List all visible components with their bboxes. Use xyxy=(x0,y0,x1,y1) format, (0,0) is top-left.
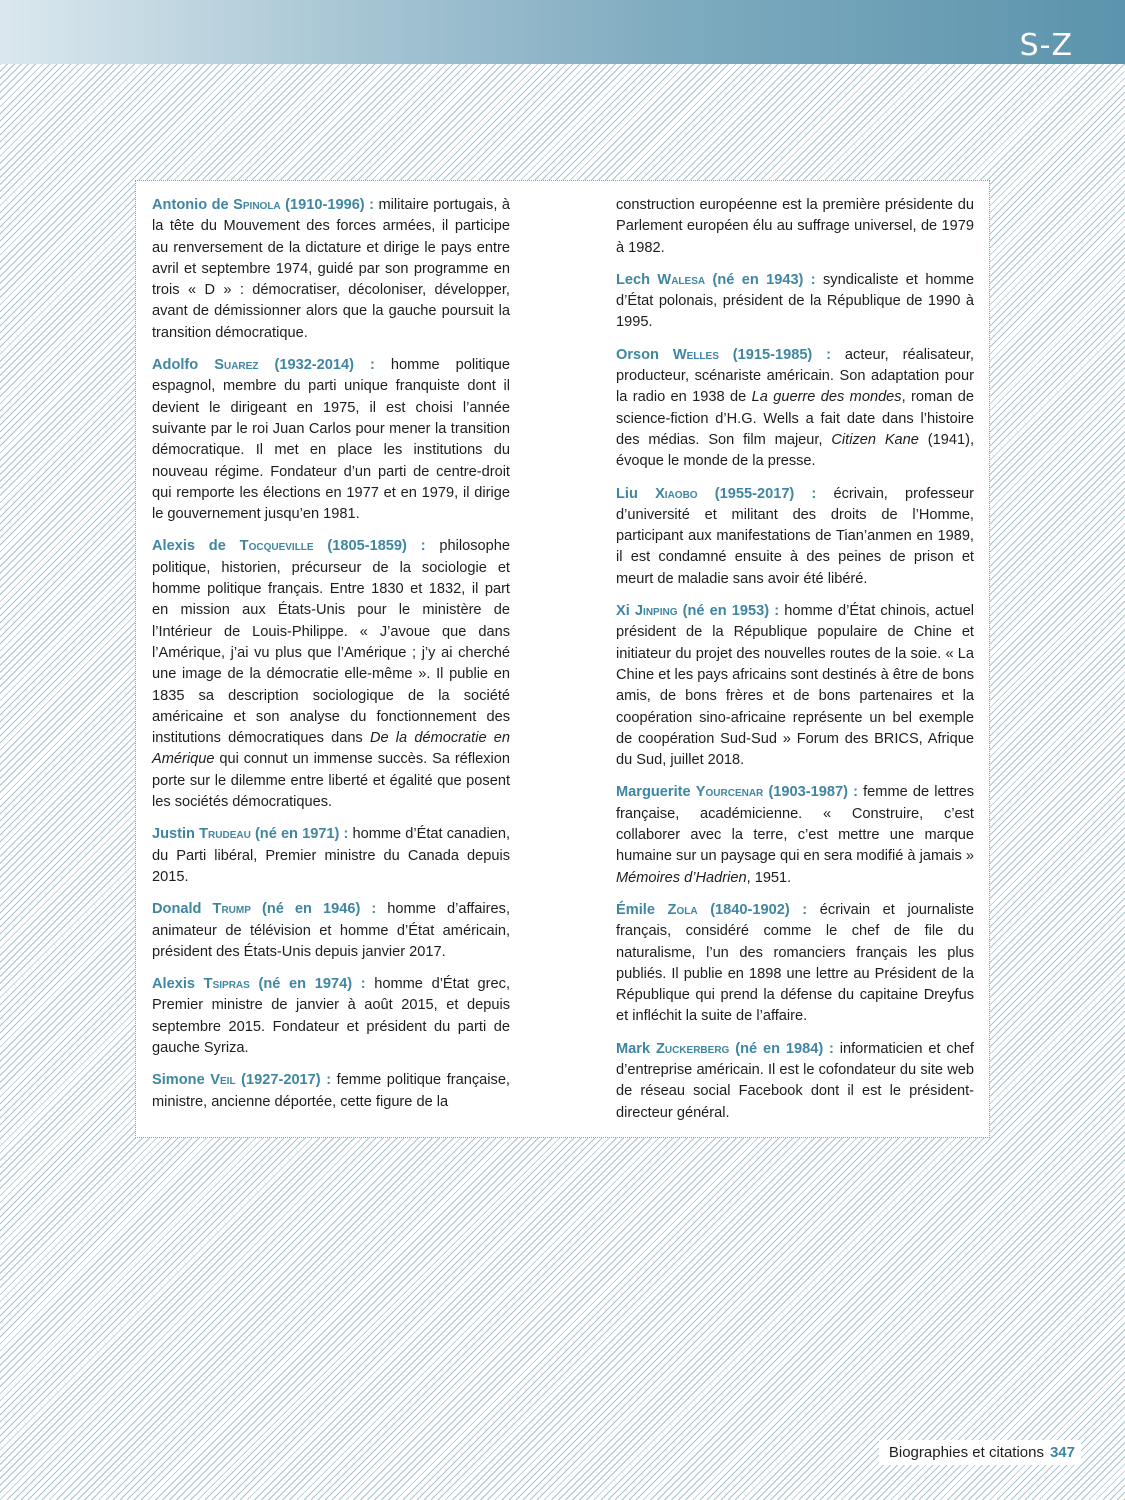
surname: Walesa xyxy=(657,271,706,288)
person-name xyxy=(616,1041,834,1057)
biography-text: homme d’État grec, Premier ministre de janvier à août 2015, et depuis septembre 2015. Fondateur et président du parti de gauche Syriza. xyxy=(152,976,510,1056)
person-name xyxy=(152,901,376,917)
first-name: Adolfo xyxy=(152,357,199,374)
biography-entry-tocqueville xyxy=(152,536,510,813)
biography-entry-zuckerberg xyxy=(616,1039,974,1124)
biography-text: syndicaliste et homme d’État polonais, président de la République de 1990 à 1995. xyxy=(616,271,974,331)
surname: Veil xyxy=(210,1072,236,1089)
life-dates: (1805-1859) : xyxy=(327,538,426,555)
biography-text: acteur, réalisateur, producteur, scénariste américain. Son adaptation pour la radio en 1938 de xyxy=(616,346,974,406)
biography-text: femme de lettres française, académicienne. « Construire, c’est collaborer avec la terre, c’est mettre une marque humaine sur un paysage qui en sera modifié à jamais » xyxy=(616,784,974,865)
first-name: Alexis de xyxy=(152,538,226,555)
biography-entry-walesa xyxy=(616,270,974,334)
biography-text: , 1951. xyxy=(746,869,792,886)
life-dates: (né en 1946) : xyxy=(261,901,377,918)
first-name: Émile xyxy=(616,901,655,918)
biography-text: qui connut un immense succès. Sa réflexion porte sur le dilemme entre liberté et égalité que posent les sociétés démocratiques. xyxy=(152,751,510,811)
life-dates: (1955-2017) : xyxy=(714,485,817,502)
biography-text: homme d’État canadien, du Parti libéral, Premier ministre du Canada depuis 2015. xyxy=(152,826,511,885)
life-dates: (né en 1943) : xyxy=(712,271,816,288)
person-name xyxy=(152,197,374,213)
life-dates: (1840-1902) : xyxy=(710,901,808,918)
person-name xyxy=(616,603,779,619)
biography-text: femme politique française, ministre, ancienne déportée, cette figure de la xyxy=(152,1072,510,1110)
life-dates: (1915-1985) : xyxy=(732,346,832,363)
biography-text: informaticien et chef d’entreprise américain. Il est le cofondateur du site web de réseau social Facebook dont il est le président-directeur général. xyxy=(616,1040,974,1121)
surname: Tsipras xyxy=(203,976,250,993)
biography-text: (1941), évoque le monde de la presse. xyxy=(616,431,975,470)
biography-text: homme politique espagnol, membre du parti unique franquiste dont il devient le dirigeant en 1975, il est choisi l’année suivante par le roi Juan Carlos pour mener la transition démocratique. Il met en place les institutions du nouveau régime. Fondateur d’un parti de centre-droit qui remporte les élections en 1977 et en 1979, il dirige le gouvernement jusqu’en 1981. xyxy=(152,357,510,523)
first-name: Mark xyxy=(616,1040,651,1057)
person-name xyxy=(152,538,426,554)
page-footer xyxy=(879,1440,1081,1465)
life-dates: (né en 1984) : xyxy=(735,1040,834,1057)
biography-text: écrivain, professeur d’université et militant des droits de l’Homme, participant aux manifestations de Tian’anmen en 1989, il est condamné ensuite à des peines de prison et meurt de maladie sans avoir été libéré. xyxy=(616,485,974,587)
biography-text: écrivain et journaliste français, considéré comme le chef de file du naturalisme, l’un des romanciers français les plus publiés. Il publie en 1898 une lettre au Président de la République qui prend la défense du capitaine Dreyfus et infléchit la suite de l’affaire. xyxy=(616,901,974,1025)
person-name xyxy=(616,272,816,288)
biography-entry-xiaobo xyxy=(616,484,974,590)
biography-entry-welles xyxy=(616,345,974,473)
life-dates: (né en 1971) : xyxy=(254,826,349,843)
biography-text: , roman de science-fiction d’H.G. Wells a fait date dans l’histoire des médias. Son film majeur, xyxy=(616,389,975,448)
surname: Yourcenar xyxy=(695,784,764,801)
surname: Zola xyxy=(667,901,698,918)
footer-label: Biographies et citations xyxy=(888,1444,1044,1461)
right-column xyxy=(616,195,974,1124)
biography-entry-yourcenar xyxy=(616,782,974,888)
biography-entry-tsipras xyxy=(152,974,510,1059)
work-title: Mémoires d’Hadrien xyxy=(616,869,747,886)
first-name: Antonio de xyxy=(152,197,229,213)
first-name: Justin xyxy=(152,826,195,843)
person-name xyxy=(616,486,816,502)
person-name xyxy=(616,902,807,918)
person-name xyxy=(616,784,858,800)
person-name xyxy=(616,347,831,363)
life-dates: (1932-2014) : xyxy=(274,357,375,374)
first-name: Alexis xyxy=(152,976,195,993)
life-dates: (1910-1996) : xyxy=(285,197,375,213)
person-name xyxy=(152,357,375,373)
biography-entry-zola xyxy=(616,900,974,1028)
section-letters: S-Z xyxy=(1019,28,1073,63)
life-dates: (né en 1974) : xyxy=(258,976,366,993)
biography-text: militaire portugais, à la tête du Mouvement des forces armées, il participe au renversement de la dictature et dirige le pays entre avril et septembre 1974, guidé par son programme en trois « D » : démocratiser, décoloniser, développer, avant de démissionner alors que la gauche poursuit la transition démocratique. xyxy=(152,197,510,341)
biography-entry-trudeau xyxy=(152,824,510,888)
surname: Suarez xyxy=(214,357,259,374)
first-name: Simone xyxy=(152,1072,205,1089)
surname: Zuckerberg xyxy=(655,1040,730,1057)
biographies-panel xyxy=(135,180,990,1138)
surname: Spinola xyxy=(233,197,281,213)
person-name xyxy=(152,826,348,842)
life-dates: (1927-2017) : xyxy=(241,1072,332,1089)
surname: Tocqueville xyxy=(239,538,314,555)
surname: Trudeau xyxy=(199,826,251,843)
life-dates: (né en 1953) : xyxy=(682,603,780,620)
biography-entry-continued xyxy=(616,195,974,259)
first-name: Donald xyxy=(152,901,202,918)
life-dates: (1903-1987) : xyxy=(768,784,858,801)
header-bar xyxy=(0,0,1125,64)
biography-text: homme d’État chinois, actuel président de la République populaire de Chine et initiateur du projet des nouvelles routes de la soie. « La Chine et les pays africains sont destinés à être de bons amis, de bons frères et de bons partenaires et la coopération sino-africaine représente un bel exemple de coopération Sud-Sud » Forum des BRICS, Afrique du Sud, juillet 2018. xyxy=(616,603,974,769)
surname: Xiaobo xyxy=(655,485,698,502)
page-number: 347 xyxy=(1049,1444,1075,1461)
biography-entry-trump xyxy=(152,899,510,963)
person-name xyxy=(152,1072,331,1088)
first-name: Lech xyxy=(616,271,651,288)
biography-entry-suarez xyxy=(152,355,510,525)
work-title: De la démocratie en Amérique xyxy=(152,730,510,768)
person-name xyxy=(152,976,366,992)
biography-entry-jinping xyxy=(616,601,974,771)
first-name: Marguerite xyxy=(616,784,691,801)
first-name: Xi xyxy=(616,603,630,620)
biography-text: homme d’affaires, animateur de télévision et homme d’État américain, président des États-Unis depuis janvier 2017. xyxy=(152,901,510,960)
biography-entry-spinola xyxy=(152,195,510,344)
surname: Welles xyxy=(672,346,719,363)
surname: Jinping xyxy=(634,603,678,620)
surname: Trump xyxy=(212,901,251,918)
first-name: Liu xyxy=(616,485,638,502)
work-title: La guerre des mondes xyxy=(751,389,902,406)
biography-entry-veil xyxy=(152,1070,510,1113)
work-title: Citizen Kane xyxy=(831,431,919,448)
biography-text: philosophe politique, historien, précurseur de la sociologie et homme politique français. Entre 1830 et 1832, il part en mission aux États-Unis pour le ministère de l’Intérieur de Louis-Philippe. « J’avoue que dans l’Amérique, j’ai vu plus que l’Amérique ; j’y ai cherché une image de la démocratie elle-même ». Il publie en 1835 sa description sociologique de la société américaine et son analyse du fonctionnement des institutions démocratiques dans xyxy=(152,538,510,747)
first-name: Orson xyxy=(616,346,659,363)
biography-text: construction européenne est la première présidente du Parlement européen élu au suffrage universel, de 1979 à 1982. xyxy=(616,197,974,256)
left-column xyxy=(152,195,510,1113)
